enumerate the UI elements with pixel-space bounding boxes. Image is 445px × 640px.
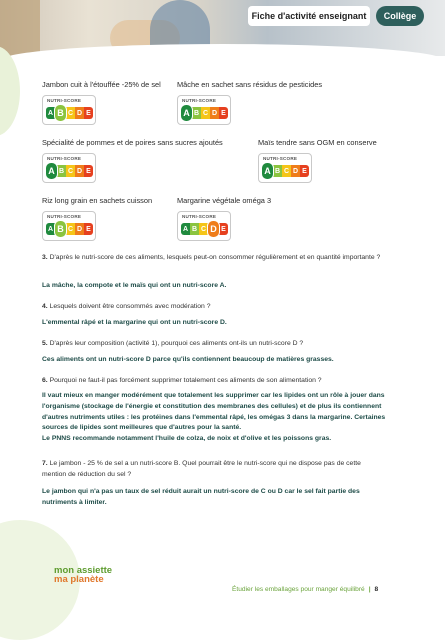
nutri-grade-b: B	[273, 165, 282, 177]
nutri-grade-b: B	[192, 107, 201, 119]
logo-line-2: ma planète	[54, 574, 104, 585]
page-number: 8	[374, 586, 379, 593]
nutri-grade-d: D	[75, 107, 84, 119]
answer-6-extra: Le PNNS recommande notamment l'huile de colza, de noix et d'olive et les poissons gras.	[42, 435, 332, 443]
nutri-grade-d: D	[291, 165, 300, 177]
nutri-grade-d: D	[75, 165, 84, 177]
nutri-grade-a: A	[46, 107, 55, 119]
product-label: Maïs tendre sans OGM en conserve	[258, 138, 377, 147]
footer-separator: |	[368, 586, 371, 593]
nutri-grade-c: C	[66, 107, 75, 119]
nutri-grade-d-selected: D	[207, 220, 220, 238]
nutri-grade-a: A	[181, 223, 190, 235]
nutri-score-badge	[42, 95, 96, 125]
product-item	[42, 196, 152, 241]
product-item	[177, 80, 322, 125]
product-item	[42, 138, 223, 183]
nutri-grade-e: E	[219, 223, 228, 235]
nutri-grade-a-selected: A	[180, 104, 193, 122]
nutri-grade-e: E	[84, 223, 93, 235]
nutri-grade-d: D	[210, 107, 219, 119]
nutri-grade-a: A	[46, 223, 55, 235]
fiche-label: Fiche d'activité enseignant	[248, 6, 370, 26]
logo-line-1: mon assiette	[54, 565, 113, 576]
nutri-score-title: NUTRI-SCORE	[47, 156, 82, 161]
question-3: 3. D'après le nutri-score de ces aliments, lesquels peut-on consommer régulièrement et en quantité importante ?	[42, 254, 381, 261]
nutri-score-title: NUTRI-SCORE	[182, 214, 217, 219]
nutri-grade-b-selected: B	[54, 104, 67, 122]
product-item	[42, 80, 161, 125]
product-label: Mâche en sachet sans résidus de pesticides	[177, 80, 323, 89]
nutri-grade-c: C	[199, 223, 208, 235]
level-badge: Collège	[376, 6, 424, 26]
product-label: Spécialité de pommes et de poires sans sucres ajoutés	[42, 138, 223, 147]
nutri-grade-e: E	[300, 165, 309, 177]
question-4: 4. Lesquels doivent être consommés avec modération ?	[42, 303, 211, 310]
answer-7: Le jambon qui n'a pas un taux de sel réduit aurait un nutri-score de C ou D car le sel fait partie des nutriments à limiter.	[42, 488, 360, 506]
question-5: 5. D'après leur composition (activité 1), pourquoi ces aliments ont-ils un nutri-score D ?	[42, 340, 304, 347]
nutri-score-title: NUTRI-SCORE	[263, 156, 298, 161]
nutri-score-badge	[42, 153, 96, 183]
nutri-score-title: NUTRI-SCORE	[47, 98, 82, 103]
nutri-score-title: NUTRI-SCORE	[47, 214, 82, 219]
nutri-grade-b-selected: B	[54, 220, 67, 238]
product-item	[177, 196, 271, 241]
nutri-grade-a-selected: A	[45, 162, 58, 180]
nutri-grade-e: E	[84, 165, 93, 177]
nutri-score-badge	[177, 211, 231, 241]
answer-6-text: Il vaut mieux en manger modérément que totalement les supprimer car les lipides ont un rôle à jouer dans l'organisme (stockage de l'énergie et constitution des membranes des cellules) et de plus ils contiennent d'autres nutriments utiles : les protéines dans l'emmental râpé, les omégas 3 dans la margarine. Certaines sources de lipides sont meilleures que d'autres pour la santé.	[42, 392, 386, 432]
nutri-grade-a-selected: A	[261, 162, 274, 180]
nutri-grade-c: C	[66, 223, 75, 235]
nutri-score-badge	[42, 211, 96, 241]
question-7: 7. Le jambon - 25 % de sel a un nutri-score B. Quel pourrait être le nutri-score qui ne dispose pas de cette mention de réduction du sel ?	[42, 460, 361, 478]
product-label: Riz long grain en sachets cuisson	[42, 196, 153, 205]
answer-5: Ces aliments ont un nutri-score D parce qu'ils contiennent beaucoup de matières grasses.	[42, 356, 334, 363]
nutri-grade-c: C	[201, 107, 210, 119]
nutri-score-title: NUTRI-SCORE	[182, 98, 217, 103]
nutri-grade-c: C	[66, 165, 75, 177]
answer-4: L'emmental râpé et la margarine qui ont un nutri-score D.	[42, 319, 227, 326]
nutri-score-badge	[258, 153, 312, 183]
answer-3: La mâche, la compote et le maïs qui ont un nutri-score A.	[42, 282, 227, 289]
question-6: 6. Pourquoi ne faut-il pas forcément supprimer totalement ces aliments de son alimentation ?	[42, 377, 322, 384]
nutri-grade-b: B	[57, 165, 66, 177]
product-label: Margarine végétale oméga 3	[177, 196, 272, 205]
nutri-grade-c: C	[282, 165, 291, 177]
footer	[232, 586, 378, 593]
brand-logo	[54, 566, 112, 584]
footer-text: Étudier les emballages pour manger équilibré	[232, 586, 365, 593]
nutri-grade-d: D	[75, 223, 84, 235]
product-label: Jambon cuit à l'étouffée -25% de sel	[42, 80, 161, 89]
nutri-score-badge	[177, 95, 231, 125]
nutri-grade-b: B	[190, 223, 199, 235]
nutri-grade-e: E	[219, 107, 228, 119]
product-item	[258, 138, 377, 183]
nutri-grade-e: E	[84, 107, 93, 119]
answer-6	[42, 391, 387, 445]
